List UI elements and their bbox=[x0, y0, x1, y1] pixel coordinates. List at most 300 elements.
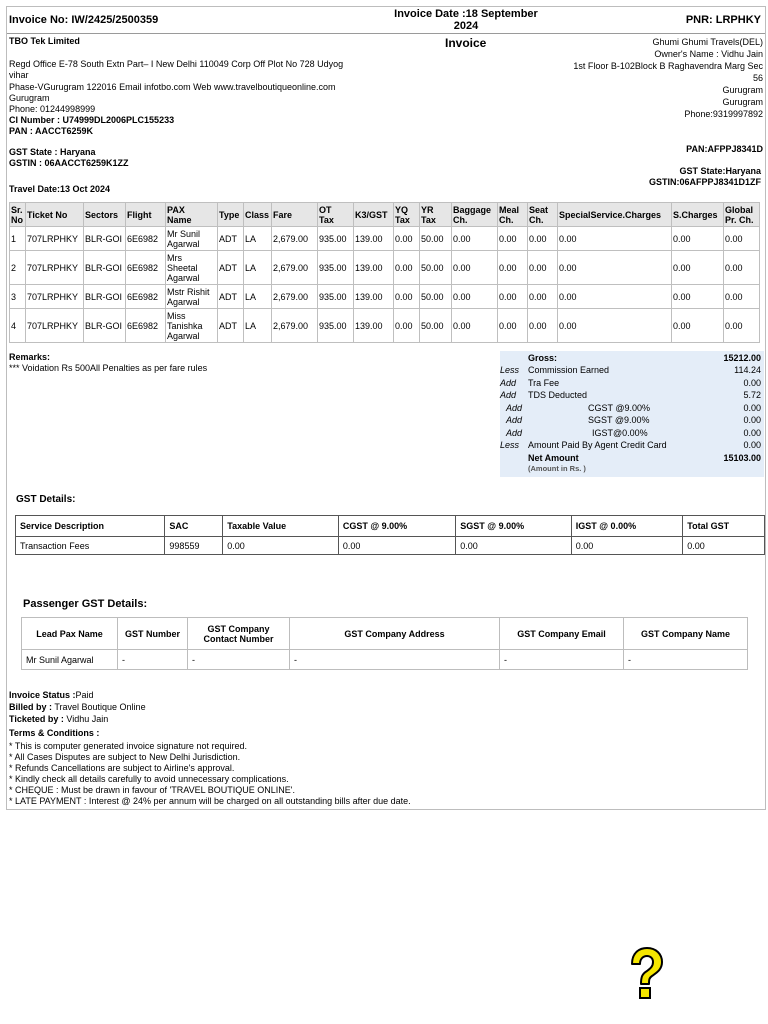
line-item-cell bbox=[272, 251, 318, 285]
line-item-cell-line: 0.00 bbox=[673, 262, 691, 273]
line-item-cell-line: ADT bbox=[219, 262, 237, 273]
column-header bbox=[724, 203, 760, 227]
line-item-cell-line: 2,679.00 bbox=[273, 320, 309, 331]
line-item-cell bbox=[420, 285, 452, 309]
column-header bbox=[166, 203, 218, 227]
summary-net-label: Net Amount bbox=[528, 453, 579, 463]
terms-item: * This is computer generated invoice signature not required. bbox=[9, 741, 247, 751]
summary-net-note-row bbox=[500, 463, 764, 475]
summary-gross-value: 15212.00 bbox=[723, 353, 761, 363]
line-item-cell bbox=[724, 251, 760, 285]
passenger-gst-column-header-line: GST Company Name bbox=[640, 628, 731, 639]
line-item-cell bbox=[354, 251, 394, 285]
summary-row-value: 114.24 bbox=[734, 365, 761, 375]
line-item-cell-line: 0.00 bbox=[725, 291, 743, 302]
passenger-gst-column-header-line: Contact Number bbox=[203, 633, 274, 644]
line-item-cell-line: 0.00 bbox=[529, 320, 547, 331]
line-item-cell-line: 0.00 bbox=[529, 262, 547, 273]
line-item-cell bbox=[10, 251, 26, 285]
billed-by bbox=[9, 701, 146, 713]
summary-row-label: Amount Paid By Agent Credit Card bbox=[528, 440, 667, 450]
line-item-cell-line: 0.00 bbox=[499, 233, 517, 244]
line-item-cell-line: 0.00 bbox=[395, 233, 413, 244]
column-header bbox=[420, 203, 452, 227]
passenger-gst-column-header-line: GST Company bbox=[207, 623, 270, 634]
line-item-cell bbox=[166, 227, 218, 251]
buyer-address-2: 56 bbox=[752, 73, 763, 83]
line-item-cell-line: 707LRPHKY bbox=[27, 262, 79, 273]
travel-date: Travel Date:13 Oct 2024 bbox=[9, 184, 111, 194]
summary-row-label: CGST @9.00% bbox=[588, 402, 650, 413]
line-item-cell bbox=[528, 309, 558, 343]
line-item-cell bbox=[272, 227, 318, 251]
line-item-cell bbox=[452, 309, 498, 343]
line-item-cell-line: 0.00 bbox=[673, 233, 691, 244]
line-item-cell-line: Mstr Rishit bbox=[167, 286, 210, 297]
line-item-cell-line: 2 bbox=[11, 262, 17, 273]
line-item-cell bbox=[318, 285, 354, 309]
seller-gstin: GSTIN : 06AACCT6259K1ZZ bbox=[9, 158, 129, 168]
summary-row-prefix: Add bbox=[500, 377, 517, 388]
gst-cell: 0.00 bbox=[338, 537, 455, 555]
line-item-cell-line: 0.00 bbox=[559, 291, 577, 302]
line-item-cell bbox=[498, 227, 528, 251]
seller-phone: Phone: 01244998999 bbox=[9, 104, 96, 114]
column-header-line: Ch. bbox=[453, 214, 468, 225]
terms-item: * Refunds Cancellations are subject to Airline's approval. bbox=[9, 763, 235, 773]
question-mark-icon[interactable] bbox=[626, 946, 666, 1002]
terms-item: * CHEQUE : Must be drawn in favour of 'TRAVEL BOUTIQUE ONLINE'. bbox=[9, 785, 296, 795]
line-item-cell-line: Agarwal bbox=[167, 238, 200, 249]
column-header-line: Class bbox=[245, 209, 270, 220]
column-header bbox=[672, 203, 724, 227]
line-item-cell-line: 6E6982 bbox=[127, 262, 159, 273]
line-item-row bbox=[10, 309, 760, 343]
gst-details-title: GST Details: bbox=[16, 494, 76, 505]
invoice-date bbox=[367, 8, 565, 32]
summary-row-prefix: Add bbox=[506, 415, 523, 425]
passenger-gst-cell: - bbox=[500, 650, 624, 670]
column-header bbox=[272, 203, 318, 227]
summary-row bbox=[500, 427, 764, 439]
column-header-line: Global bbox=[725, 204, 754, 215]
buyer-city-1: Gurugram bbox=[722, 85, 763, 95]
line-item-cell-line: Agarwal bbox=[167, 330, 200, 341]
line-item-cell bbox=[272, 285, 318, 309]
line-items-table bbox=[9, 202, 760, 343]
column-header bbox=[558, 203, 672, 227]
column-header bbox=[244, 203, 272, 227]
column-header-line: Tax bbox=[319, 214, 334, 225]
passenger-gst-title: Passenger GST Details: bbox=[23, 598, 148, 610]
summary-row-prefix: Less bbox=[500, 365, 520, 375]
summary-row-value: 0.00 bbox=[743, 415, 761, 425]
line-item-cell-line: 0.00 bbox=[529, 291, 547, 302]
summary-row-value: 0.00 bbox=[743, 427, 761, 438]
line-item-cell-line: 0.00 bbox=[395, 291, 413, 302]
line-item-cell-line: 0.00 bbox=[499, 291, 517, 302]
line-item-cell-line: 139.00 bbox=[355, 233, 383, 244]
line-item-cell bbox=[724, 227, 760, 251]
line-item-cell bbox=[452, 285, 498, 309]
column-header-line: Sectors bbox=[85, 209, 119, 220]
summary-row-label: TDS Deducted bbox=[528, 390, 588, 400]
summary-row bbox=[500, 364, 764, 376]
line-item-cell bbox=[420, 251, 452, 285]
passenger-gst-cell: - bbox=[290, 650, 500, 670]
summary-row bbox=[500, 414, 764, 426]
buyer-gstin: GSTIN:06AFPPJ8341D1ZF bbox=[648, 177, 761, 187]
line-item-cell-line: Mrs bbox=[167, 252, 182, 263]
remarks-text: *** Voidation Rs 500All Penalties as per fare rules bbox=[9, 363, 208, 373]
column-header bbox=[126, 203, 166, 227]
summary-gross-row bbox=[500, 352, 764, 364]
line-item-cell-line: 1 bbox=[11, 233, 17, 244]
seller-gst bbox=[9, 147, 129, 169]
seller-pan: PAN : AACCT6259K bbox=[9, 126, 94, 136]
page-title: Invoice bbox=[445, 36, 487, 50]
line-item-cell-line: 0.00 bbox=[453, 262, 471, 273]
line-item-cell bbox=[166, 309, 218, 343]
gst-details-row bbox=[16, 537, 765, 555]
passenger-gst-column-header-line: Lead Pax Name bbox=[36, 628, 103, 639]
terms-title: Terms & Conditions : bbox=[9, 728, 100, 738]
gst-cell: Transaction Fees bbox=[16, 537, 165, 555]
line-item-cell bbox=[452, 227, 498, 251]
passenger-gst-column-header bbox=[22, 618, 118, 650]
line-item-cell bbox=[318, 227, 354, 251]
summary-row-label: Tra Fee bbox=[528, 377, 560, 388]
column-header-line: Ch. bbox=[499, 214, 514, 225]
column-header-line: K3/GST bbox=[355, 209, 388, 220]
gst-cell: 0.00 bbox=[223, 537, 339, 555]
column-header-line: S.Charges bbox=[673, 209, 718, 220]
line-item-cell bbox=[272, 309, 318, 343]
column-header-line: SpecialService.Charges bbox=[559, 209, 662, 220]
gst-column-header: SGST @ 9.00% bbox=[456, 516, 571, 537]
column-header-line: YR bbox=[421, 204, 434, 215]
line-item-cell-line: 139.00 bbox=[355, 320, 383, 331]
passenger-gst-cell: - bbox=[118, 650, 188, 670]
line-item-cell bbox=[218, 227, 244, 251]
passenger-gst-cell: - bbox=[188, 650, 290, 670]
line-item-cell-line: 0.00 bbox=[725, 262, 743, 273]
line-item-cell-line: 0.00 bbox=[395, 262, 413, 273]
column-header-line: Ch. bbox=[529, 214, 544, 225]
invoice-page bbox=[6, 6, 766, 810]
line-item-cell-line: Tanishka bbox=[167, 320, 203, 331]
seller-name: TBO Tek Limited bbox=[9, 36, 80, 46]
line-item-cell-line: 0.00 bbox=[725, 233, 743, 244]
line-item-cell bbox=[354, 227, 394, 251]
line-item-cell-line: BLR-GOI bbox=[85, 291, 123, 302]
line-item-cell bbox=[84, 251, 126, 285]
column-header-line: Fare bbox=[273, 209, 293, 220]
column-header bbox=[528, 203, 558, 227]
summary-row bbox=[500, 389, 764, 401]
line-item-cell bbox=[244, 251, 272, 285]
gst-column-header: Taxable Value bbox=[223, 516, 339, 537]
terms-list bbox=[9, 741, 411, 807]
buyer-gst-state: GST State:Haryana bbox=[679, 166, 761, 176]
line-item-cell-line: 707LRPHKY bbox=[27, 320, 79, 331]
line-item-row bbox=[10, 285, 760, 309]
line-item-cell bbox=[218, 285, 244, 309]
line-item-cell bbox=[218, 309, 244, 343]
line-item-cell-line: BLR-GOI bbox=[85, 262, 123, 273]
summary-row-value: 5.72 bbox=[743, 390, 761, 400]
line-item-cell-line: 935.00 bbox=[319, 233, 347, 244]
line-item-cell bbox=[528, 285, 558, 309]
passenger-gst-table bbox=[21, 617, 748, 670]
line-item-cell-line: 0.00 bbox=[499, 320, 517, 331]
line-item-cell-line: 0.00 bbox=[395, 320, 413, 331]
header-divider bbox=[7, 33, 765, 34]
gst-column-header: Service Description bbox=[16, 516, 165, 537]
gst-cell: 0.00 bbox=[456, 537, 571, 555]
line-item-cell-line: LA bbox=[245, 233, 257, 244]
column-header bbox=[26, 203, 84, 227]
summary-row-value: 0.00 bbox=[743, 402, 761, 413]
buyer-owner: Owner's Name : Vidhu Jain bbox=[654, 49, 763, 59]
line-item-cell bbox=[394, 251, 420, 285]
column-header bbox=[84, 203, 126, 227]
line-item-cell bbox=[244, 227, 272, 251]
terms-item: * Kindly check all details carefully to avoid unnecessary complications. bbox=[9, 774, 289, 784]
line-item-cell bbox=[84, 227, 126, 251]
passenger-gst-column-header bbox=[290, 618, 500, 650]
column-header-line: Baggage bbox=[453, 204, 492, 215]
line-item-cell bbox=[10, 227, 26, 251]
line-item-cell bbox=[84, 285, 126, 309]
gst-cell: 0.00 bbox=[683, 537, 765, 555]
column-header-line: No bbox=[11, 214, 23, 225]
passenger-gst-cell: Mr Sunil Agarwal bbox=[22, 650, 118, 670]
gst-cell: 998559 bbox=[165, 537, 223, 555]
buyer-city-2: Gurugram bbox=[722, 97, 763, 107]
line-item-cell-line: 50.00 bbox=[421, 320, 444, 331]
line-item-cell bbox=[354, 285, 394, 309]
column-header bbox=[218, 203, 244, 227]
terms-item: * LATE PAYMENT : Interest @ 24% per annum will be charged on all outstanding bills after due date. bbox=[9, 796, 411, 806]
line-item-cell-line: 6E6982 bbox=[127, 291, 159, 302]
invoice-date-line1: Invoice Date :18 September bbox=[394, 8, 538, 20]
seller-address-1: Regd Office E-78 South Extn Part– I New Delhi 110049 Corp Off Plot No 728 Udyog bbox=[9, 59, 344, 69]
line-item-cell-line: Sheetal bbox=[167, 262, 198, 273]
line-item-cell bbox=[354, 309, 394, 343]
invoice-number: Invoice No: IW/2425/2500359 bbox=[9, 14, 159, 26]
summary-row-prefix: Add bbox=[506, 402, 523, 413]
line-item-cell-line: 2,679.00 bbox=[273, 291, 309, 302]
summary-net-value: 15103.00 bbox=[723, 453, 761, 463]
line-item-cell-line: Agarwal bbox=[167, 272, 200, 283]
invoice-footer bbox=[9, 689, 146, 725]
seller-address-3: Phase-VGurugram 122016 Email infotbo.com Web www.travelboutiqueonline.com bbox=[9, 82, 336, 92]
line-item-cell bbox=[84, 309, 126, 343]
gst-cell: 0.00 bbox=[571, 537, 683, 555]
gst-column-header: SAC bbox=[165, 516, 223, 537]
line-item-cell-line: LA bbox=[245, 320, 257, 331]
summary-row-label: Commission Earned bbox=[528, 365, 610, 375]
line-item-cell-line: BLR-GOI bbox=[85, 233, 123, 244]
line-item-cell-line: 0.00 bbox=[453, 291, 471, 302]
line-item-cell bbox=[126, 251, 166, 285]
line-item-cell bbox=[528, 227, 558, 251]
seller-cin: CI Number : U74999DL2006PLC155233 bbox=[9, 115, 175, 125]
gst-column-header: Total GST bbox=[683, 516, 765, 537]
seller-address-4: Gurugram bbox=[9, 93, 50, 103]
line-item-cell bbox=[672, 251, 724, 285]
line-item-cell bbox=[166, 251, 218, 285]
column-header bbox=[394, 203, 420, 227]
summary-row-prefix: Add bbox=[500, 390, 517, 400]
summary-row bbox=[500, 402, 764, 414]
line-item-cell bbox=[558, 227, 672, 251]
seller-address bbox=[9, 59, 379, 137]
summary-gross-label: Gross: bbox=[528, 353, 558, 363]
column-header-line: Meal bbox=[499, 204, 520, 215]
line-item-cell bbox=[420, 309, 452, 343]
buyer-phone: Phone:9319997892 bbox=[684, 109, 763, 119]
summary-row-value: 0.00 bbox=[743, 440, 761, 450]
line-item-cell bbox=[166, 285, 218, 309]
column-header-line: YQ bbox=[395, 204, 409, 215]
line-item-cell-line: 0.00 bbox=[559, 233, 577, 244]
line-item-cell-line: 2,679.00 bbox=[273, 233, 309, 244]
line-item-cell-line: 0.00 bbox=[453, 320, 471, 331]
buyer-pan: PAN:AFPPJ8341D bbox=[686, 144, 763, 154]
line-item-cell-line: 6E6982 bbox=[127, 233, 159, 244]
line-item-cell bbox=[318, 309, 354, 343]
buyer-address bbox=[543, 36, 763, 120]
line-item-cell bbox=[498, 309, 528, 343]
line-item-cell-line: 707LRPHKY bbox=[27, 233, 79, 244]
line-item-cell bbox=[26, 309, 84, 343]
seller-gst-state: GST State : Haryana bbox=[9, 147, 96, 157]
column-header bbox=[498, 203, 528, 227]
summary-row-prefix: Add bbox=[506, 427, 523, 438]
invoice-status bbox=[9, 689, 146, 701]
column-header-line: Tax bbox=[421, 214, 436, 225]
line-item-cell bbox=[126, 227, 166, 251]
line-item-cell-line: 935.00 bbox=[319, 291, 347, 302]
gst-column-header: CGST @ 9.00% bbox=[338, 516, 455, 537]
summary-row-label: IGST@0.00% bbox=[592, 427, 648, 438]
ticketed-by-value: Vidhu Jain bbox=[63, 714, 109, 724]
line-item-cell-line: Mr Sunil bbox=[167, 228, 201, 239]
line-item-cell-line: 0.00 bbox=[453, 233, 471, 244]
column-header bbox=[10, 203, 26, 227]
line-item-cell-line: 50.00 bbox=[421, 291, 444, 302]
line-item-cell-line: LA bbox=[245, 262, 257, 273]
passenger-gst-column-header bbox=[188, 618, 290, 650]
line-item-cell bbox=[724, 285, 760, 309]
line-item-cell-line: BLR-GOI bbox=[85, 320, 123, 331]
summary-row-label: SGST @9.00% bbox=[588, 415, 650, 425]
line-item-cell-line: 0.00 bbox=[559, 262, 577, 273]
line-item-cell bbox=[126, 309, 166, 343]
line-item-cell-line: 50.00 bbox=[421, 233, 444, 244]
seller-address-2: vihar bbox=[9, 70, 29, 80]
line-item-cell-line: 2,679.00 bbox=[273, 262, 309, 273]
summary-row-value: 0.00 bbox=[743, 377, 761, 388]
line-item-cell bbox=[672, 227, 724, 251]
line-item-cell bbox=[26, 227, 84, 251]
passenger-gst-column-header bbox=[118, 618, 188, 650]
passenger-gst-column-header-line: GST Company Email bbox=[517, 628, 606, 639]
ticketed-by bbox=[9, 713, 146, 725]
line-item-cell bbox=[528, 251, 558, 285]
line-item-cell-line: 707LRPHKY bbox=[27, 291, 79, 302]
line-item-cell-line: Agarwal bbox=[167, 296, 200, 307]
line-item-cell bbox=[126, 285, 166, 309]
line-item-cell bbox=[452, 251, 498, 285]
column-header-line: Pr. Ch. bbox=[725, 214, 754, 225]
line-item-row bbox=[10, 251, 760, 285]
line-item-cell bbox=[10, 285, 26, 309]
line-item-cell-line: 4 bbox=[11, 320, 17, 331]
summary-row bbox=[500, 439, 764, 451]
column-header-line: PAX bbox=[167, 204, 185, 215]
gst-column-header: IGST @ 0.00% bbox=[571, 516, 683, 537]
pnr: PNR: LRPHKY bbox=[685, 14, 761, 26]
ticketed-by-label: Ticketed by : bbox=[9, 714, 64, 724]
gst-details-table bbox=[15, 515, 765, 555]
line-item-cell bbox=[318, 251, 354, 285]
summary-row-prefix: Less bbox=[500, 440, 520, 450]
buyer-name: Ghumi Ghumi Travels(DEL) bbox=[652, 37, 763, 47]
billed-by-value: Travel Boutique Online bbox=[52, 702, 146, 712]
passenger-gst-header-row bbox=[22, 618, 748, 650]
passenger-gst-column-header-line: GST Number bbox=[124, 628, 180, 639]
line-item-cell-line: 935.00 bbox=[319, 320, 347, 331]
line-item-cell-line: 0.00 bbox=[559, 320, 577, 331]
line-item-cell-line: Miss bbox=[167, 310, 186, 321]
line-item-cell bbox=[558, 285, 672, 309]
line-item-cell bbox=[244, 309, 272, 343]
column-header bbox=[452, 203, 498, 227]
line-item-cell-line: 0.00 bbox=[673, 291, 691, 302]
column-header bbox=[354, 203, 394, 227]
column-header-line: Seat bbox=[529, 204, 549, 215]
line-item-row bbox=[10, 227, 760, 251]
column-header-line: Sr. bbox=[11, 204, 23, 215]
line-item-cell bbox=[420, 227, 452, 251]
column-header-line: Name bbox=[167, 214, 192, 225]
line-item-cell-line: 0.00 bbox=[673, 320, 691, 331]
passenger-gst-cell: - bbox=[624, 650, 748, 670]
line-item-cell bbox=[672, 309, 724, 343]
buyer-gst bbox=[649, 166, 761, 188]
amount-summary bbox=[500, 351, 764, 477]
line-item-cell bbox=[558, 309, 672, 343]
passenger-gst-row bbox=[22, 650, 748, 670]
line-item-cell-line: 0.00 bbox=[499, 262, 517, 273]
line-item-cell-line: ADT bbox=[219, 233, 237, 244]
line-item-cell-line: 50.00 bbox=[421, 262, 444, 273]
invoice-status-value: Paid bbox=[75, 690, 94, 700]
summary-net-note: (Amount in Rs. ) bbox=[528, 464, 586, 473]
line-item-cell-line: 0.00 bbox=[529, 233, 547, 244]
passenger-gst-column-header bbox=[500, 618, 624, 650]
buyer-address-1: 1st Floor B-102Block B Raghavendra Marg Sec bbox=[573, 61, 763, 71]
line-item-cell-line: 6E6982 bbox=[127, 320, 159, 331]
column-header-line: OT bbox=[319, 204, 332, 215]
line-item-cell bbox=[218, 251, 244, 285]
line-item-cell bbox=[498, 251, 528, 285]
line-item-cell-line: 935.00 bbox=[319, 262, 347, 273]
line-item-cell-line: 139.00 bbox=[355, 262, 383, 273]
